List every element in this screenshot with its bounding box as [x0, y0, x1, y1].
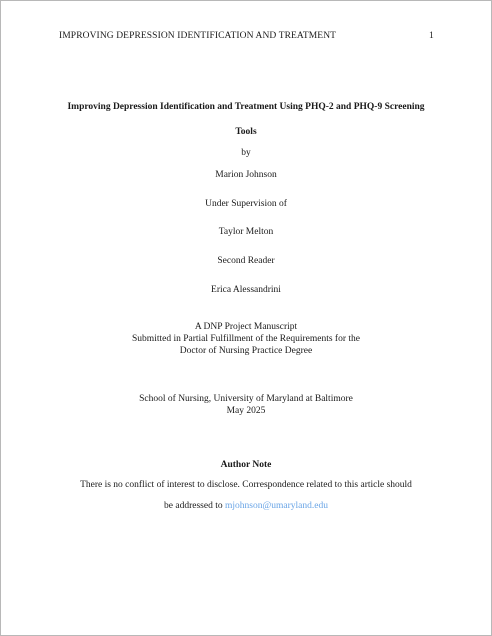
manuscript-type: A DNP Project Manuscript	[194, 322, 298, 332]
author-note-line-1: There is no conflict of interest to disclose. Correspondence related to this article should	[80, 480, 412, 490]
institution-name: School of Nursing, University of Maryland at Baltimore	[139, 394, 353, 404]
by-text: by	[241, 148, 251, 158]
title-line-1: Improving Depression Identification and Treatment Using PHQ-2 and PHQ-9 Screening	[67, 102, 425, 112]
submission-date: May 2025	[226, 406, 266, 416]
manuscript-degree: Doctor of Nursing Practice Degree	[179, 346, 313, 356]
author-note-line-2	[1, 500, 491, 512]
supervisor-name: Taylor Melton	[218, 227, 274, 237]
author-note-heading: Author Note	[220, 460, 272, 470]
supervision-label: Under Supervision of	[205, 199, 287, 209]
author-note-line-2-prefix: be addressed to	[164, 501, 225, 511]
manuscript-fulfillment: Submitted in Partial Fulfillment of the Requirements for the	[132, 334, 360, 344]
second-reader-name: Erica Alessandrini	[211, 285, 281, 295]
author-name: Marion Johnson	[215, 170, 277, 180]
second-reader-label: Second Reader	[217, 256, 275, 266]
correspondence-email-link[interactable]: mjohnson@umaryland.edu	[225, 501, 328, 511]
running-head: IMPROVING DEPRESSION IDENTIFICATION AND TREATMENT	[59, 31, 337, 41]
title-line-2: Tools	[235, 127, 257, 137]
page-number: 1	[429, 31, 434, 41]
